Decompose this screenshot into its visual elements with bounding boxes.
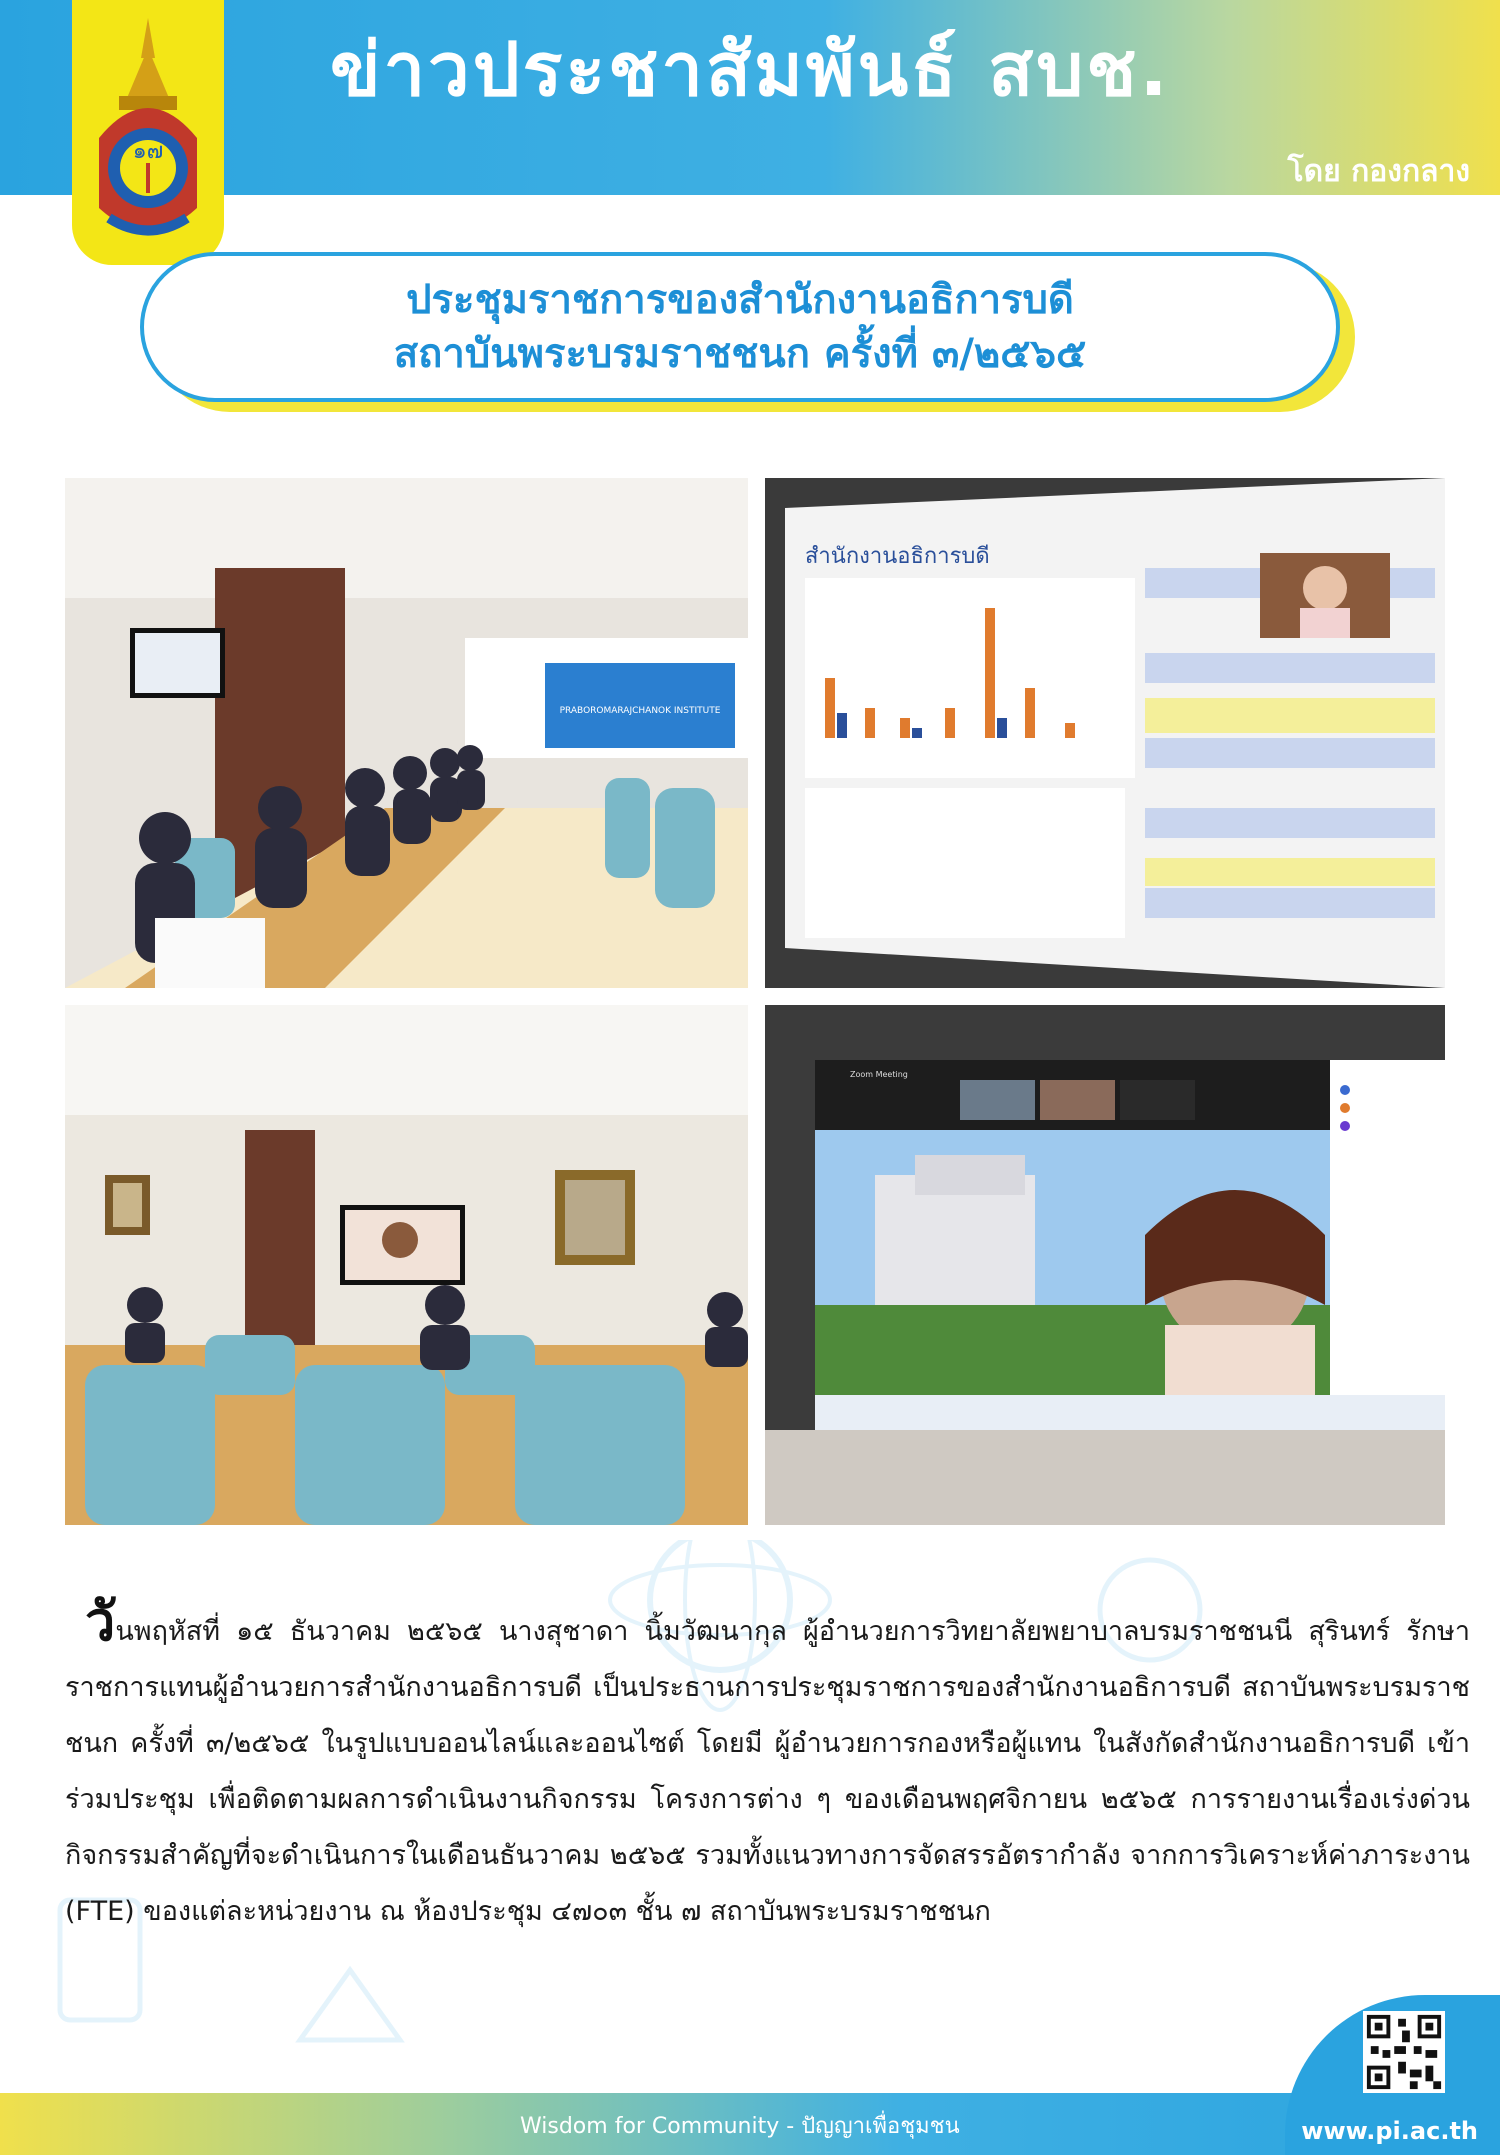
qr-code-icon[interactable]: [1363, 2011, 1445, 2093]
institute-emblem-icon: [89, 18, 207, 243]
news-body: [65, 1590, 1470, 1940]
footer-slogan: Wisdom for Community - ปัญญาเพื่อชุมชน: [520, 2114, 960, 2139]
page-title: ข่าวประชาสัมพันธ์ สบช.: [330, 27, 1171, 113]
body-paragraph: นพฤหัสที่ ๑๕ ธันวาคม ๒๕๖๕ นางสุชาดา นิ้มวัฒนากุล ผู้อำนวยการวิทยาลัยพยาบาลบรมราชชนนี สุรินทร์ รักษาราชการแทนผู้อำนวยการสำนักงานอธิการบดี เป็นประธานการประชุมราชการของสำนักงานอธิการบดี สถาบันพระบรมราชชนก ครั้งที่ ๓/๒๕๖๕ ในรูปแบบออนไลน์และออนไซต์ โดยมี ผู้อำนวยการกองหรือผู้แทน ในสังกัดสำนักงานอธิการบดี เข้าร่วมประชุม เพื่อติดตามผลการดำเนินงานกิจกรรม โครงการต่าง ๆ ของเดือนพฤศจิกายน ๒๕๖๕ การรายงานเรื่องเร่งด่วน กิจกรรมสำคัญที่จะดำเนินการในเดือนธันวาคม ๒๕๖๕ รวมทั้งแนวทางการจัดสรรอัตรากำลัง จากการวิเคราะห์ค่าภาระงาน (FTE) ของแต่ละหน่วยงาน ณ ห้องประชุม ๔๗๐๓ ชั้น ๗ สถาบันพระบรมราชชนก: [65, 1616, 1470, 1927]
meeting-room-photo: [65, 478, 748, 988]
svg-text:Zoom Meeting: Zoom Meeting: [850, 1070, 908, 1079]
header-banner: [0, 0, 1500, 195]
headline-box: [140, 252, 1340, 402]
svg-text:PRABOROMARAJCHANOK INSTITUTE: PRABOROMARAJCHANOK INSTITUTE: [559, 706, 721, 716]
projected-budget-slide-photo: [765, 478, 1445, 988]
byline: โดย กองกลาง: [1287, 154, 1470, 189]
logo-badge: [72, 0, 224, 265]
meeting-table-video-call-photo: [65, 1005, 748, 1525]
footer-url[interactable]: www.pi.ac.th: [1301, 2117, 1478, 2145]
headline-line-1: ประชุมราชการของสำนักงานอธิการบดี: [406, 277, 1074, 323]
svg-text:๑๗: ๑๗: [132, 139, 164, 164]
zoom-meeting-laptop-photo: [765, 1005, 1445, 1525]
svg-text:สำนักงานอธิการบดี: สำนักงานอธิการบดี: [805, 544, 990, 569]
headline-line-2: สถาบันพระบรมราชชนก ครั้งที่ ๓/๒๕๖๕: [393, 331, 1087, 377]
dropcap: วั: [85, 1590, 116, 1653]
